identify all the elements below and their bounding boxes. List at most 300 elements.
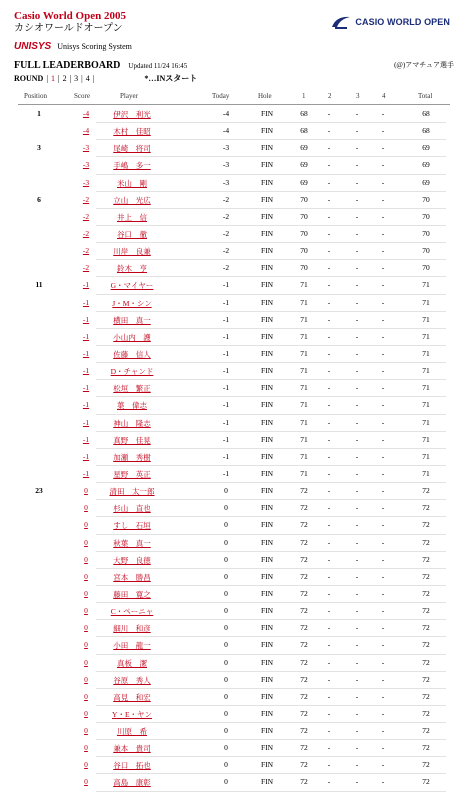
round-1-cell: 72: [300, 554, 308, 564]
total-cell: 70: [422, 246, 430, 256]
round-nav: ROUND | 1 | 2 | 3 | 4 | *…INスタート: [14, 74, 198, 83]
hole-cell: FIN: [260, 451, 274, 461]
hole-cell: FIN: [260, 588, 274, 598]
score-link[interactable]: -1: [82, 400, 90, 410]
hole-cell: FIN: [260, 777, 274, 787]
round-4-cell: -: [381, 383, 385, 393]
round-4-cell: -: [381, 417, 385, 427]
round-link-1[interactable]: 1: [50, 74, 55, 83]
round-1-cell: 68: [300, 109, 308, 118]
round-4-cell: -: [381, 211, 385, 221]
round-4-cell: -: [381, 314, 385, 324]
total-cell: 68: [422, 126, 430, 136]
score-link[interactable]: 0: [84, 537, 88, 547]
round-2-cell: -: [327, 314, 331, 324]
score-link[interactable]: -1: [82, 366, 90, 376]
player-link[interactable]: 清田 太一郎: [109, 487, 155, 497]
round-1-cell: 72: [300, 588, 308, 598]
score-link[interactable]: -2: [82, 228, 90, 238]
round-4-cell: -: [381, 486, 385, 496]
table-row: [0, 535, 468, 552]
today-cell: 0: [224, 674, 228, 684]
today-cell: -2: [222, 211, 230, 221]
round-1-cell: 71: [300, 297, 308, 307]
player-link[interactable]: 川岸 良兼: [113, 247, 151, 257]
header-divider: [18, 104, 450, 105]
round-1-cell: 72: [300, 674, 308, 684]
table-row: [0, 346, 468, 363]
round-2-cell: -: [327, 383, 331, 393]
score-link[interactable]: 0: [84, 743, 88, 753]
score-link[interactable]: -1: [82, 348, 90, 358]
score-link[interactable]: 0: [84, 486, 88, 496]
round-1-cell: 72: [300, 691, 308, 701]
player-link[interactable]: J・M・シン: [112, 298, 152, 308]
player-link[interactable]: 宮本 勝昌: [113, 572, 151, 582]
total-cell: 69: [422, 177, 430, 187]
round-4-cell: -: [381, 554, 385, 564]
today-cell: -3: [222, 143, 230, 153]
page-header: [14, 10, 454, 84]
score-link[interactable]: 0: [84, 760, 88, 770]
table-row: [0, 106, 468, 123]
player-link[interactable]: 立山 光広: [113, 195, 151, 205]
hole-cell: FIN: [260, 606, 274, 616]
total-cell: 72: [422, 777, 430, 787]
today-cell: -1: [222, 434, 230, 444]
score-link[interactable]: 0: [84, 726, 88, 736]
round-2-cell: -: [327, 623, 331, 633]
score-link[interactable]: -3: [82, 160, 90, 170]
round-4-cell: -: [381, 331, 385, 341]
total-cell: 71: [422, 366, 430, 376]
round-3-cell: -: [355, 331, 359, 341]
sponsor-text: Unisys Scoring System: [57, 42, 132, 51]
total-cell: 72: [422, 760, 430, 770]
score-link[interactable]: -2: [82, 263, 90, 273]
player-link[interactable]: 高島 康彰: [113, 778, 151, 788]
round-1-cell: 72: [300, 537, 308, 547]
hole-cell: FIN: [260, 537, 274, 547]
round-3-cell: -: [355, 743, 359, 753]
player-link[interactable]: 米山 剛: [117, 178, 147, 188]
col-position: Position: [24, 92, 47, 100]
round-2-cell: -: [327, 348, 331, 358]
round-4-cell: -: [381, 297, 385, 307]
hole-cell: FIN: [260, 760, 274, 770]
today-cell: -1: [222, 400, 230, 410]
score-link[interactable]: -1: [82, 297, 90, 307]
casio-world-open-logo[interactable]: [330, 14, 450, 30]
today-cell: 0: [224, 657, 228, 667]
player-link[interactable]: 小田 龍一: [113, 641, 151, 651]
score-link[interactable]: 0: [84, 503, 88, 513]
round-4-cell: -: [381, 743, 385, 753]
round-3-cell: -: [355, 554, 359, 564]
round-3-cell: -: [355, 211, 359, 221]
player-link[interactable]: 星野 英正: [113, 469, 151, 479]
today-cell: 0: [224, 777, 228, 787]
today-cell: 0: [224, 486, 228, 496]
hole-cell: FIN: [260, 743, 274, 753]
round-3-cell: -: [355, 726, 359, 736]
table-row: [0, 620, 468, 637]
player-link[interactable]: 小山内 護: [113, 332, 151, 342]
round-link-2[interactable]: 2: [62, 74, 67, 83]
round-4-cell: -: [381, 109, 385, 118]
round-3-cell: -: [355, 366, 359, 376]
score-link[interactable]: -3: [82, 143, 90, 153]
round-2-cell: -: [327, 674, 331, 684]
round-2-cell: -: [327, 417, 331, 427]
round-2-cell: -: [327, 606, 331, 616]
player-link[interactable]: 兼本 貴司: [113, 744, 151, 754]
row-divider: [96, 791, 446, 792]
table-header: [0, 92, 468, 104]
score-link[interactable]: -2: [82, 211, 90, 221]
round-3-cell: -: [355, 691, 359, 701]
player-link[interactable]: 高見 和宏: [113, 692, 151, 702]
round-1-cell: 72: [300, 623, 308, 633]
score-link[interactable]: 0: [84, 640, 88, 650]
round-2-cell: -: [327, 708, 331, 718]
round-4-cell: -: [381, 228, 385, 238]
round-4-cell: -: [381, 160, 385, 170]
round-2-cell: -: [327, 194, 331, 204]
round-4-cell: -: [381, 434, 385, 444]
total-cell: 72: [422, 486, 430, 496]
round-1-cell: 72: [300, 486, 308, 496]
round-3-cell: -: [355, 708, 359, 718]
round-2-cell: -: [327, 537, 331, 547]
table-row: [0, 295, 468, 312]
player-link[interactable]: 伊沢 利光: [113, 110, 151, 119]
score-link[interactable]: -4: [82, 126, 90, 136]
score-link[interactable]: -1: [82, 451, 90, 461]
hole-cell: FIN: [260, 366, 274, 376]
player-link[interactable]: 真野 佳晃: [113, 435, 151, 445]
player-link[interactable]: 真板 潔: [117, 658, 147, 668]
hole-cell: FIN: [260, 228, 274, 238]
table-row: [0, 517, 468, 534]
round-2-cell: -: [327, 143, 331, 153]
table-row: [0, 123, 468, 140]
hole-cell: FIN: [260, 126, 274, 136]
round-2-cell: -: [327, 177, 331, 187]
round-1-cell: 72: [300, 640, 308, 650]
round-3-cell: -: [355, 606, 359, 616]
round-3-cell: -: [355, 314, 359, 324]
total-cell: 72: [422, 623, 430, 633]
table-row: [0, 157, 468, 174]
score-link[interactable]: -4: [82, 109, 90, 118]
player-link[interactable]: C・ペーニャ: [110, 607, 154, 617]
total-cell: 72: [422, 588, 430, 598]
total-cell: 71: [422, 434, 430, 444]
round-3-cell: -: [355, 571, 359, 581]
round-2-cell: -: [327, 571, 331, 581]
round-4-cell: -: [381, 657, 385, 667]
round-3-cell: -: [355, 348, 359, 358]
col-total: Total: [418, 92, 433, 100]
round-1-cell: 70: [300, 228, 308, 238]
total-cell: 71: [422, 348, 430, 358]
round-2-cell: -: [327, 331, 331, 341]
round-3-cell: -: [355, 674, 359, 684]
hole-cell: FIN: [260, 246, 274, 256]
col-round-1: 1: [302, 92, 306, 100]
table-row: [0, 723, 468, 740]
round-4-cell: -: [381, 246, 385, 256]
player-link[interactable]: Y・E・ヤン: [112, 709, 152, 719]
table-row: [0, 774, 468, 791]
score-link[interactable]: 0: [84, 606, 88, 616]
round-1-cell: 72: [300, 726, 308, 736]
round-4-cell: -: [381, 777, 385, 787]
unisys-logo[interactable]: UNISYS: [14, 41, 52, 52]
total-cell: 71: [422, 417, 430, 427]
hole-cell: FIN: [260, 708, 274, 718]
today-cell: -1: [222, 348, 230, 358]
col-round-2: 2: [328, 92, 332, 100]
round-1-cell: 71: [300, 417, 308, 427]
hole-cell: FIN: [260, 177, 274, 187]
today-cell: -2: [222, 228, 230, 238]
table-row: [0, 432, 468, 449]
score-link[interactable]: 0: [84, 691, 88, 701]
table-row: [0, 380, 468, 397]
round-3-cell: -: [355, 297, 359, 307]
score-link[interactable]: 0: [84, 554, 88, 564]
player-link[interactable]: D・チャンド: [110, 367, 154, 377]
today-cell: 0: [224, 588, 228, 598]
score-link[interactable]: -1: [82, 331, 90, 341]
player-link[interactable]: 藤田 寛之: [113, 589, 151, 599]
amateur-note: (@)アマチュア選手: [394, 61, 454, 69]
hole-cell: FIN: [260, 314, 274, 324]
table-row: [0, 569, 468, 586]
round-4-cell: -: [381, 674, 385, 684]
round-4-cell: -: [381, 588, 385, 598]
score-link[interactable]: -1: [82, 434, 90, 444]
round-2-cell: -: [327, 743, 331, 753]
table-row: [0, 140, 468, 157]
table-row: [0, 397, 468, 414]
score-link[interactable]: -3: [82, 177, 90, 187]
player-link[interactable]: 井上 信: [117, 212, 147, 222]
round-link-4[interactable]: 4: [85, 74, 90, 83]
round-3-cell: -: [355, 143, 359, 153]
round-3-cell: -: [355, 177, 359, 187]
round-3-cell: -: [355, 246, 359, 256]
today-cell: -2: [222, 246, 230, 256]
today-cell: -3: [222, 160, 230, 170]
score-link[interactable]: 0: [84, 520, 88, 530]
hole-cell: FIN: [260, 571, 274, 581]
round-2-cell: -: [327, 366, 331, 376]
player-link[interactable]: 横田 真一: [113, 315, 151, 325]
today-cell: -4: [222, 109, 230, 118]
score-link[interactable]: -2: [82, 194, 90, 204]
player-link[interactable]: 秋葉 真一: [113, 538, 151, 548]
table-row: [0, 209, 468, 226]
round-1-cell: 72: [300, 657, 308, 667]
round-2-cell: -: [327, 520, 331, 530]
round-4-cell: -: [381, 400, 385, 410]
total-cell: 69: [422, 160, 430, 170]
total-cell: 72: [422, 708, 430, 718]
total-cell: 71: [422, 331, 430, 341]
round-4-cell: -: [381, 126, 385, 136]
round-3-cell: -: [355, 520, 359, 530]
round-4-cell: -: [381, 468, 385, 478]
round-1-cell: 70: [300, 194, 308, 204]
player-link[interactable]: 谷口 徹: [117, 229, 147, 239]
score-link[interactable]: 0: [84, 657, 88, 667]
total-cell: 68: [422, 109, 430, 118]
round-1-cell: 69: [300, 177, 308, 187]
player-link[interactable]: 大野 良徳: [113, 555, 151, 565]
player-link[interactable]: 谷口 拓也: [113, 761, 151, 771]
round-2-cell: -: [327, 554, 331, 564]
table-row: [0, 552, 468, 569]
total-cell: 71: [422, 297, 430, 307]
score-link[interactable]: 0: [84, 674, 88, 684]
player-link[interactable]: 佐藤 信人: [113, 349, 151, 359]
today-cell: 0: [224, 760, 228, 770]
table-row: [0, 449, 468, 466]
logo-text: CASIO WORLD OPEN: [355, 17, 450, 27]
round-2-cell: -: [327, 228, 331, 238]
player-link[interactable]: 葉 偉志: [117, 401, 147, 411]
today-cell: -1: [222, 314, 230, 324]
score-link[interactable]: -1: [82, 314, 90, 324]
today-cell: -1: [222, 383, 230, 393]
total-cell: 72: [422, 674, 430, 684]
today-cell: -1: [222, 280, 230, 290]
score-link[interactable]: 0: [84, 588, 88, 598]
hole-cell: FIN: [260, 194, 274, 204]
hole-cell: FIN: [260, 331, 274, 341]
round-2-cell: -: [327, 640, 331, 650]
player-link[interactable]: 尾崎 将司: [113, 144, 151, 154]
hole-cell: FIN: [260, 434, 274, 444]
round-2-cell: -: [327, 160, 331, 170]
total-cell: 72: [422, 606, 430, 616]
col-round-4: 4: [382, 92, 386, 100]
round-2-cell: -: [327, 126, 331, 136]
player-link[interactable]: 細川 和彦: [113, 624, 151, 634]
round-1-cell: 71: [300, 468, 308, 478]
player-link[interactable]: 川原 希: [117, 727, 147, 737]
player-link[interactable]: 谷原 秀人: [113, 675, 151, 685]
player-link[interactable]: すし 石垣: [113, 521, 151, 531]
in-start-note: *…INスタート: [144, 74, 198, 83]
hole-cell: FIN: [260, 554, 274, 564]
round-2-cell: -: [327, 468, 331, 478]
player-link[interactable]: G・マイヤー: [110, 281, 154, 291]
hole-cell: FIN: [260, 417, 274, 427]
player-link[interactable]: 木村 佳昭: [113, 127, 151, 137]
player-link[interactable]: 手嶋 多一: [113, 161, 151, 171]
position-cell: 1: [37, 109, 41, 118]
total-cell: 71: [422, 468, 430, 478]
score-link[interactable]: -2: [82, 246, 90, 256]
round-3-cell: -: [355, 503, 359, 513]
hole-cell: FIN: [260, 160, 274, 170]
round-3-cell: -: [355, 383, 359, 393]
table-row: [0, 483, 468, 500]
col-round-3: 3: [356, 92, 360, 100]
score-link[interactable]: -1: [82, 280, 90, 290]
player-link[interactable]: 加瀬 秀樹: [113, 452, 151, 462]
total-cell: 70: [422, 211, 430, 221]
round-3-cell: -: [355, 126, 359, 136]
round-2-cell: -: [327, 760, 331, 770]
round-link-3[interactable]: 3: [74, 74, 79, 83]
round-1-cell: 71: [300, 366, 308, 376]
round-1-cell: 71: [300, 434, 308, 444]
event-subtitle: カシオワールドオープン: [14, 23, 123, 34]
table-row: [0, 603, 468, 620]
today-cell: 0: [224, 503, 228, 513]
score-link[interactable]: -1: [82, 417, 90, 427]
round-4-cell: -: [381, 143, 385, 153]
today-cell: -2: [222, 263, 230, 273]
score-link[interactable]: -1: [82, 383, 90, 393]
score-link[interactable]: 0: [84, 623, 88, 633]
table-row: [0, 706, 468, 723]
player-link[interactable]: 鈴木 亨: [117, 264, 147, 274]
round-3-cell: -: [355, 109, 359, 118]
event-title: Casio World Open 2005: [14, 10, 126, 22]
total-cell: 71: [422, 280, 430, 290]
today-cell: 0: [224, 571, 228, 581]
hole-cell: FIN: [260, 263, 274, 273]
hole-cell: FIN: [260, 109, 274, 118]
player-link[interactable]: 杉山 直也: [113, 504, 151, 514]
score-link[interactable]: 0: [84, 708, 88, 718]
today-cell: 0: [224, 640, 228, 650]
score-link[interactable]: -1: [82, 468, 90, 478]
round-4-cell: -: [381, 366, 385, 376]
total-cell: 72: [422, 571, 430, 581]
round-3-cell: -: [355, 263, 359, 273]
total-cell: 72: [422, 640, 430, 650]
round-3-cell: -: [355, 623, 359, 633]
hole-cell: FIN: [260, 657, 274, 667]
round-1-cell: 70: [300, 211, 308, 221]
position-cell: 23: [35, 486, 43, 496]
table-row: [0, 277, 468, 294]
table-row: [0, 243, 468, 260]
player-link[interactable]: 松垣 繁正: [113, 384, 151, 394]
score-link[interactable]: 0: [84, 571, 88, 581]
round-3-cell: -: [355, 760, 359, 770]
today-cell: -3: [222, 177, 230, 187]
total-cell: 72: [422, 691, 430, 701]
round-3-cell: -: [355, 400, 359, 410]
round-4-cell: -: [381, 451, 385, 461]
leaderboard-table: [0, 106, 468, 792]
round-1-cell: 72: [300, 743, 308, 753]
round-3-cell: -: [355, 280, 359, 290]
round-1-cell: 71: [300, 280, 308, 290]
total-cell: 72: [422, 537, 430, 547]
table-row: [0, 329, 468, 346]
player-link[interactable]: 神山 隆志: [113, 418, 151, 428]
score-link[interactable]: 0: [84, 777, 88, 787]
